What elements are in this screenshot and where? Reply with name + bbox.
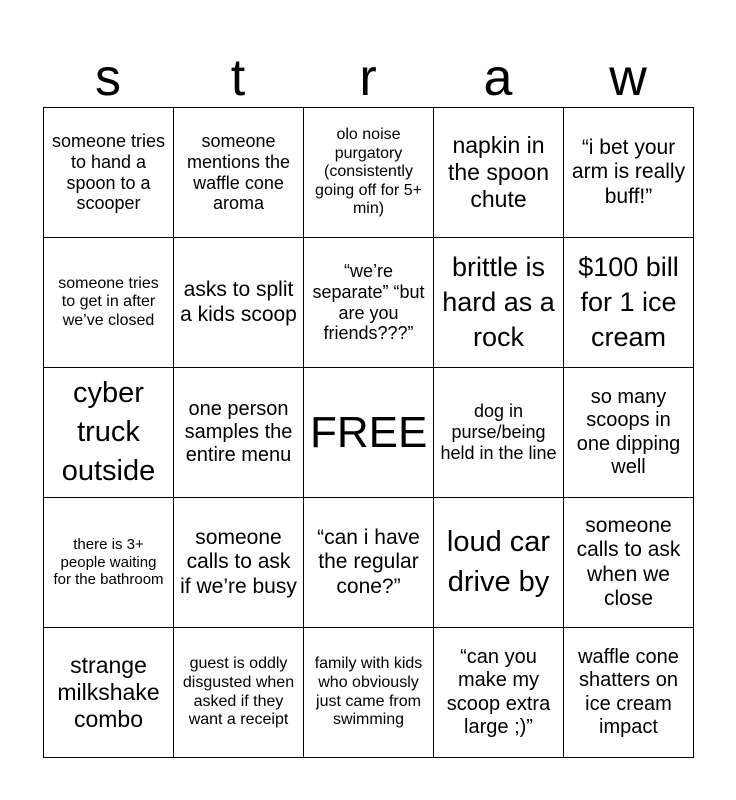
bingo-cell[interactable]: so many scoops in one dipping well [564,368,694,498]
header-letter-s: s [95,49,121,107]
bingo-cell[interactable]: “we’re separate” “but are you friends???” [304,238,434,368]
bingo-header [43,50,693,106]
bingo-cell[interactable]: “i bet your arm is really buff!” [564,108,694,238]
board-row [44,108,694,238]
bingo-cell[interactable]: cyber truck outside [44,368,174,498]
bingo-cell[interactable]: dog in purse/being held in the line [434,368,564,498]
bingo-cell[interactable]: waffle cone shatters on ice cream impact [564,628,694,758]
bingo-cell[interactable]: someone tries to hand a spoon to a scooper [44,108,174,238]
bingo-cell[interactable]: someone calls to ask when we close [564,498,694,628]
bingo-cell[interactable]: guest is oddly disgusted when asked if they want a receipt [174,628,304,758]
bingo-cell[interactable]: napkin in the spoon chute [434,108,564,238]
bingo-cell[interactable]: someone mentions the waffle cone aroma [174,108,304,238]
header-letter-a: a [483,49,513,107]
board-row [44,238,694,368]
bingo-cell[interactable]: there is 3+ people waiting for the bathroom [44,498,174,628]
bingo-cell[interactable]: family with kids who obviously just came from swimming [304,628,434,758]
bingo-board [43,107,694,758]
board-row [44,498,694,628]
header-letter-w: w [609,49,647,107]
board-row [44,628,694,758]
header-letter-t: t [230,49,246,107]
free-space-cell[interactable]: FREE [304,368,434,498]
bingo-cell[interactable]: brittle is hard as a rock [434,238,564,368]
bingo-cell[interactable]: asks to split a kids scoop [174,238,304,368]
header-letter-r: r [359,49,377,107]
bingo-cell[interactable]: “can you make my scoop extra large ;)” [434,628,564,758]
bingo-cell[interactable]: $100 bill for 1 ice cream [564,238,694,368]
bingo-cell[interactable]: one person samples the entire menu [174,368,304,498]
bingo-cell[interactable]: strange milkshake combo [44,628,174,758]
bingo-cell[interactable]: someone tries to get in after we’ve closed [44,238,174,368]
bingo-cell[interactable]: olo noise purgatory (consistently going off for 5+ min) [304,108,434,238]
bingo-cell[interactable]: “can i have the regular cone?” [304,498,434,628]
board-row [44,368,694,498]
bingo-cell[interactable]: someone calls to ask if we’re busy [174,498,304,628]
bingo-cell[interactable]: loud car drive by [434,498,564,628]
